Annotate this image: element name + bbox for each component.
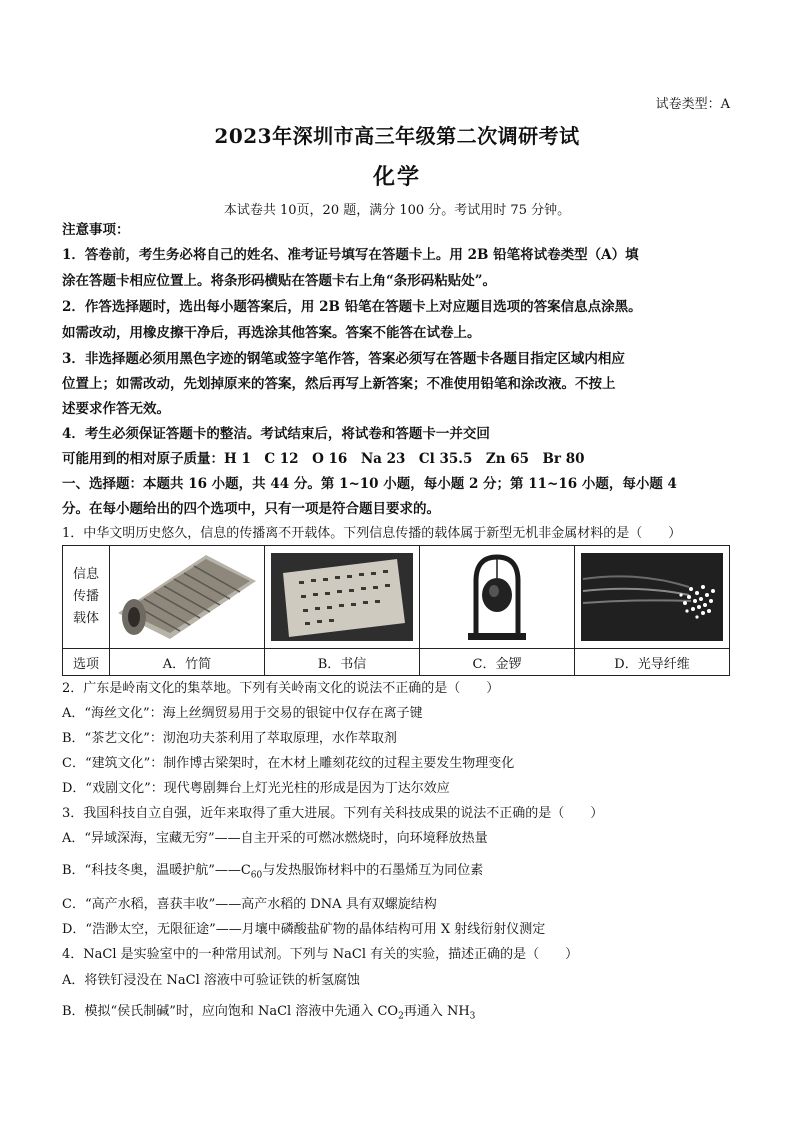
- gong-image: [424, 551, 570, 643]
- atomic-mass-line: 可能用到的相对原子质量：H 1 C 12 O 16 Na 23 Cl 35.5 Zn 65 Br 80: [62, 451, 585, 467]
- option-b-label: B．书信: [265, 649, 420, 676]
- row-head-option: 选项: [63, 649, 110, 676]
- notice-line: 述要求作答无效。: [62, 401, 170, 417]
- question-1-table: [62, 545, 730, 676]
- notice-line: 2．作答选择题时，选出每小题答案后，用 2B 铅笔在答题卡上对应题目选项的答案信息点涂黑。: [62, 299, 642, 315]
- row-head-line: 传播: [72, 589, 99, 604]
- paper-type-label: 试卷类型：A: [655, 97, 730, 112]
- q4b-text-pre: B．模拟“侯氏制碱”时，应向饱和 NaCl 溶液中先通入 CO: [62, 1004, 399, 1019]
- exam-title: 2023年深圳市高三年级第二次调研考试: [214, 124, 580, 148]
- q4b-subscript-1: 2: [398, 1011, 404, 1022]
- question-1-stem: 1．中华文明历史悠久，信息的传播离不开载体。下列信息传播的载体属于新型无机非金属材料的是（ ）: [62, 526, 682, 541]
- question-3-option-a: A．“异域深海，宝藏无穷”——自主开采的可燃冰燃烧时，向环境释放热量: [62, 831, 488, 846]
- notice-line: 1．答卷前，考生务必将自己的姓名、准考证号填写在答题卡上。用 2B 铅笔将试卷类型（A）填: [62, 247, 639, 263]
- option-c-image-cell: [420, 546, 575, 649]
- section-heading: 一、选择题：本题共 16 小题，共 44 分。第 1~10 小题，每小题 2 分；第 11~16 小题，每小题 4: [62, 476, 677, 492]
- question-3-option-c: C．“高产水稻，喜获丰收”——高产水稻的 DNA 具有双螺旋结构: [62, 897, 437, 912]
- question-2-option: C．“建筑文化”：制作博古梁架时，在木材上雕刻花纹的过程主要发生物理变化: [62, 756, 515, 771]
- q4b-subscript-2: 3: [469, 1011, 476, 1022]
- notice-line: 如需改动，用橡皮擦干净后，再选涂其他答案。答案不能答在试卷上。: [62, 325, 481, 341]
- q3b-text-post: 与发热服饰材料中的石墨烯互为同位素: [262, 863, 484, 878]
- option-d-image-cell: [575, 546, 730, 649]
- q3b-subscript: 60: [250, 870, 263, 881]
- option-c-label: C．金锣: [420, 649, 575, 676]
- question-3-option-b: [62, 862, 483, 880]
- notice-line: 涂在答题卡相应位置上。将条形码横贴在答题卡右上角“条形码粘贴处”。: [62, 273, 497, 289]
- question-3-option-d: D．“浩渺太空，无限征途”——月壤中磷酸盐矿物的晶体结构可用 X 射线衍射仪测定: [62, 922, 546, 937]
- notice-line: 3．非选择题必须用黑色字迹的钢笔或签字笔作答，答案必须写在答题卡各题目指定区域内相应: [62, 351, 625, 367]
- notice-line: 位置上；如需改动，先划掉原来的答案，然后再写上新答案；不准使用铅笔和涂改液。不按上: [62, 376, 616, 392]
- question-3-stem: 3．我国科技自立自强，近年来取得了重大进展。下列有关科技成果的说法不正确的是（ ）: [62, 806, 604, 821]
- optical-fiber-image: [579, 551, 725, 643]
- subject-title: 化学: [372, 164, 421, 190]
- question-4-option-a: A．将铁钉浸没在 NaCl 溶液中可验证铁的析氢腐蚀: [62, 973, 360, 988]
- option-d-label: D．光导纤维: [575, 649, 730, 676]
- section-heading: 分。在每小题给出的四个选项中，只有一项是符合题目要求的。: [62, 501, 440, 517]
- question-2-option: B．“茶艺文化”：沏泡功夫茶利用了萃取原理，水作萃取剂: [62, 731, 397, 746]
- question-4-stem: 4．NaCl 是实验室中的一种常用试剂。下列与 NaCl 有关的实验，描述正确的是（ ）: [62, 947, 579, 962]
- row-head-carrier: [63, 546, 110, 649]
- question-2-option: D．“戏剧文化”：现代粤剧舞台上灯光光柱的形成是因为丁达尔效应: [62, 781, 450, 796]
- question-2-option: A．“海丝文化”：海上丝绸贸易用于交易的银锭中仅存在离子键: [62, 706, 423, 721]
- q3b-text-pre: B．“科技冬奥，温暖护航”——C: [62, 863, 251, 878]
- letter-image: [269, 551, 415, 643]
- option-a-label: A．竹简: [110, 649, 265, 676]
- bamboo-slips-image: [114, 551, 260, 643]
- question-4-option-b: [62, 1003, 475, 1021]
- question-2-stem: 2．广东是岭南文化的集萃地。下列有关岭南文化的说法不正确的是（ ）: [62, 681, 500, 696]
- row-head-line: 信息: [72, 567, 99, 582]
- notice-heading: 注意事项：: [62, 222, 130, 238]
- q4b-text-mid: 再通入 NH: [403, 1004, 470, 1019]
- exam-info: 本试卷共 10页，20 题，满分 100 分。考试用时 75 分钟。: [223, 203, 571, 218]
- option-a-image-cell: [110, 546, 265, 649]
- option-b-image-cell: [265, 546, 420, 649]
- notice-line: 4．考生必须保证答题卡的整洁。考试结束后，将试卷和答题卡一并交回: [62, 426, 490, 442]
- row-head-line: 载体: [72, 611, 99, 626]
